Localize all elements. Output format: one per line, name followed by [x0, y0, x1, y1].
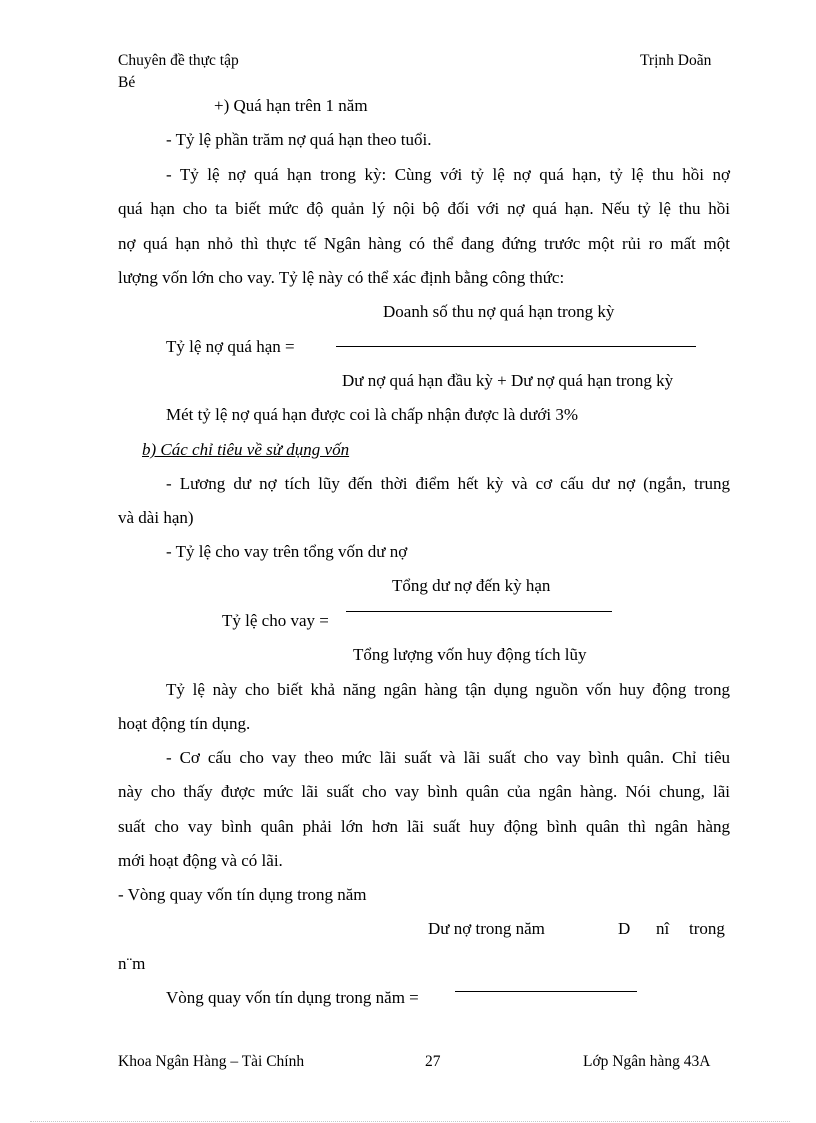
para1-line2: quá hạn cho ta biết mức độ quản lý nội bộ đối với nợ quá hạn. Nếu tỷ lệ thu hồi [118, 199, 730, 218]
item-overdue-1y: +) Quá hạn trên 1 năm [214, 96, 368, 115]
item-turnover: - Vòng quay vốn tín dụng trong năm [118, 885, 367, 904]
para4-line3: suất cho vay bình quân phải lớn hơn lãi suất huy động bình quân thì ngân hàng [118, 817, 730, 836]
formula2-lhs: Tỷ lệ cho vay = [222, 611, 329, 630]
para1-line3: nợ quá hạn nhỏ thì thực tế Ngân hàng có thể đang đứng trước một rủi ro mất một [118, 234, 730, 253]
formula1-numerator: Doanh số thu nợ quá hạn trong kỳ [383, 302, 615, 321]
item-loan-ratio: - Tỷ lệ cho vay trên tổng vốn dư nợ [166, 542, 408, 561]
formula3-garbled-4: n¨m [118, 954, 146, 973]
footer-left: Khoa Ngân Hàng – Tài Chính [118, 1053, 305, 1070]
para1-line1: - Tỷ lệ nợ quá hạn trong kỳ: Cùng với tỷ lệ nợ quá hạn, tỷ lệ thu hồi nợ [166, 165, 730, 184]
formula1-lhs: Tỷ lệ nợ quá hạn = [166, 337, 295, 356]
formula1-denominator: Dư nợ quá hạn đầu kỳ + Dư nợ quá hạn trong kỳ [342, 371, 674, 390]
header-left-line1: Chuyên đề thực tập [118, 52, 239, 69]
para3-line1: Tỷ lệ này cho biết khả năng ngân hàng tận dụng nguồn vốn huy động trong [166, 680, 730, 699]
para3-line2: hoạt động tín dụng. [118, 714, 251, 733]
item-age-ratio: - Tỷ lệ phần trăm nợ quá hạn theo tuổi. [166, 130, 432, 149]
para2-line2: và dài hạn) [118, 508, 194, 527]
footer-page-number: 27 [425, 1053, 441, 1070]
formula1-fraction-bar [336, 346, 696, 347]
formula3-garbled-1: D [618, 919, 631, 938]
threshold-note: Mét tỷ lệ nợ quá hạn được coi là chấp nhận được là dưới 3% [166, 405, 578, 424]
para1-line4: lượng vốn lớn cho vay. Tỷ lệ này có thể xác định bằng công thức: [118, 268, 565, 287]
para2-line1: - Lương dư nợ tích lũy đến thời điểm hết kỳ và cơ cấu dư nợ (ngắn, trung [166, 474, 730, 493]
para4-line1: - Cơ cấu cho vay theo mức lãi suất và lãi suất cho vay bình quân. Chỉ tiêu [166, 748, 730, 767]
footer-right: Lớp Ngân hàng 43A [583, 1053, 711, 1070]
formula2-fraction-bar [346, 611, 612, 612]
formula3-numerator: Dư nợ trong năm [428, 919, 545, 938]
page-bottom-divider [30, 1121, 790, 1122]
header-right: Trịnh Doãn [640, 52, 712, 69]
formula3-garbled-2: nî [656, 919, 670, 938]
formula3-fraction-bar [455, 991, 637, 992]
formula2-denominator: Tổng lượng vốn huy động tích lũy [353, 645, 587, 664]
header-left-line2: Bé [118, 74, 136, 91]
formula3-lhs: Vòng quay vốn tín dụng trong năm = [166, 988, 419, 1007]
para4-line2: này cho thấy được mức lãi suất cho vay bình quân của ngân hàng. Nói chung, lãi [118, 782, 730, 801]
formula2-numerator: Tổng dư nợ đến kỳ hạn [392, 576, 551, 595]
formula3-garbled-3: trong [689, 919, 725, 938]
section-b-heading: b) Các chỉ tiêu về sử dụng vốn [142, 440, 350, 459]
para4-line4: mới hoạt động và có lãi. [118, 851, 283, 870]
